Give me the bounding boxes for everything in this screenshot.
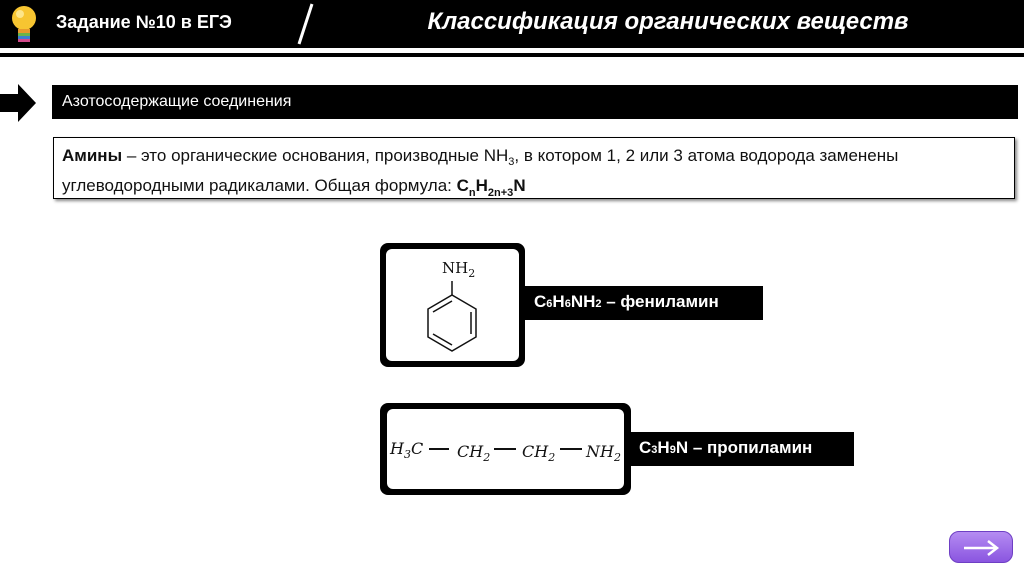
benzene-ring-icon <box>416 281 486 353</box>
definition-nh3-sub: 3 <box>508 156 515 168</box>
next-slide-button[interactable] <box>949 531 1013 563</box>
definition-term: Амины <box>62 146 123 165</box>
section-band <box>52 85 1018 119</box>
formula-n-sub: n <box>468 187 476 199</box>
definition-text-1: – это органические основания, производные NH <box>122 146 509 165</box>
propylamine-ch2-a: $CH_2$ <box>457 442 491 464</box>
header-underline <box>0 53 1024 57</box>
formula-h-sub: 2n+3 <box>487 187 514 199</box>
formula-n: N <box>513 176 526 195</box>
lightbulb-icon <box>6 2 42 46</box>
header-bar <box>0 0 1024 48</box>
propylamine-label: C3H9N – пропиламин <box>630 432 854 466</box>
aniline-structure-frame <box>386 249 519 361</box>
propylamine-ch2-b: $CH_2$ <box>522 442 556 464</box>
bond-2 <box>494 448 516 450</box>
next-arrow-icon <box>964 540 1000 556</box>
aniline-card <box>380 243 525 367</box>
propylamine-nh2: $NH_2$ <box>586 442 621 464</box>
aniline-nh2-label: $NH_2$ <box>442 259 476 280</box>
definition-box <box>53 137 1015 199</box>
definition-text-2: , в котором 1, 2 или 3 атома водорода заменены углеводородными радикалами. Общая формула: <box>62 146 899 195</box>
bond-1 <box>429 448 449 450</box>
propylamine-structure-frame <box>387 409 624 489</box>
section-label: Азотосодержащие соединения <box>62 93 292 110</box>
aniline-label: C6H6NH2 – фениламин <box>525 286 763 320</box>
propylamine-card <box>380 403 631 495</box>
header-divider <box>296 0 314 48</box>
page-title: Классификация органических веществ <box>427 8 909 35</box>
task-number: Задание №10 в ЕГЭ <box>56 12 232 32</box>
formula-c: C <box>456 176 469 195</box>
arrow-right-icon <box>0 82 40 124</box>
bond-3 <box>560 448 582 450</box>
formula-h: H <box>475 176 488 195</box>
propylamine-h3c: $H_3C$ <box>390 439 424 461</box>
